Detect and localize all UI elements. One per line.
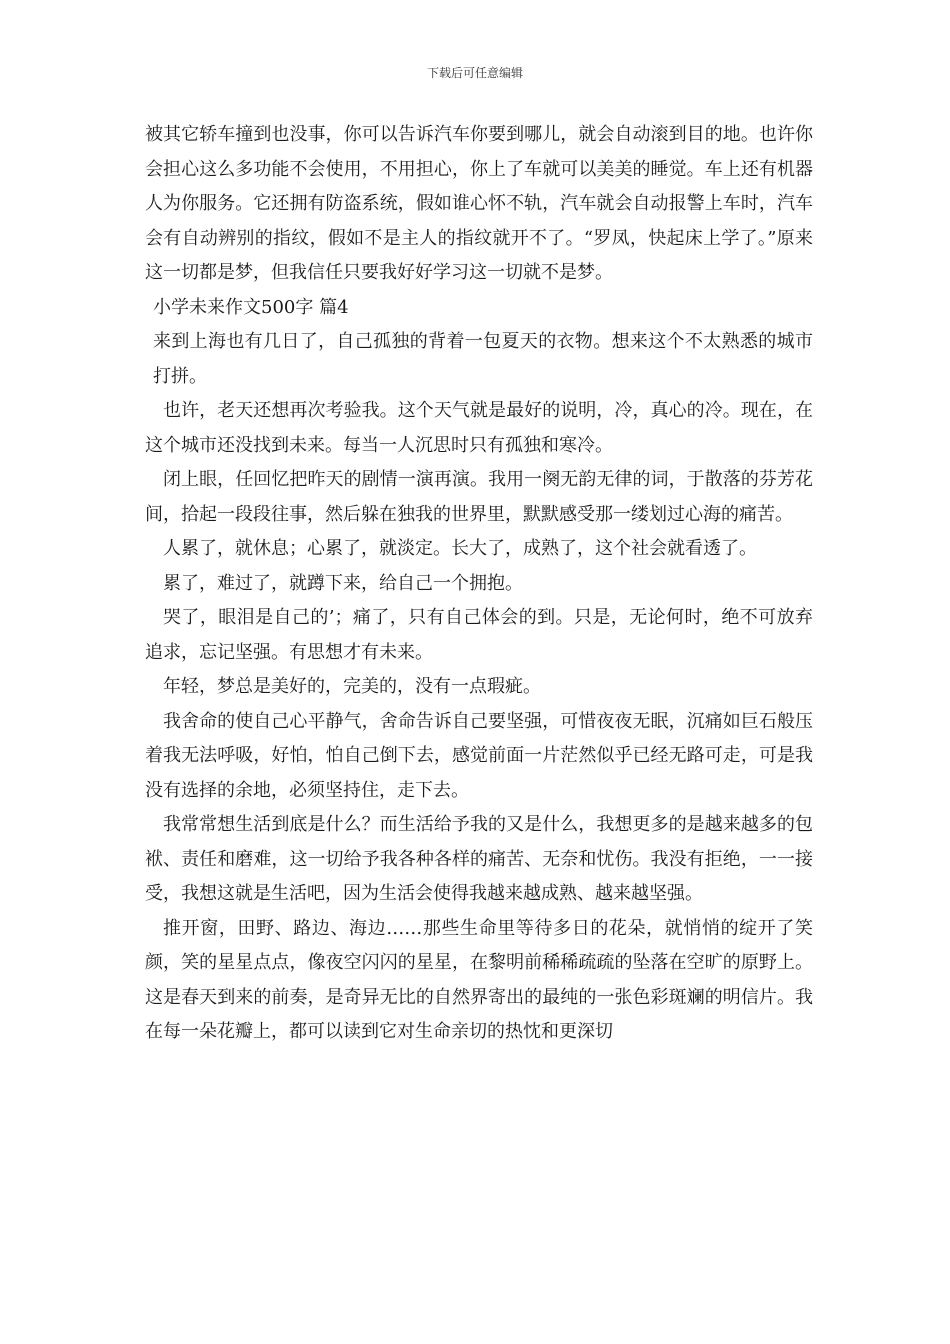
paragraph-3: 也许，老天还想再次考验我。这个天气就是最好的说明，冷，真心的冷。现在，在这个城市还没找到未来。每当一人沉思时只有孤独和寒冷。 [145, 400, 813, 456]
paragraph-2: 来到上海也有几日了，自己孤独的背着一包夏天的衣物。想来这个不太熟悉的城市打拼。 [153, 331, 813, 387]
paragraph-1: 被其它轿车撞到也没事，你可以告诉汽车你要到哪儿，就会自动滚到目的地。也许你会担心这么多功能不会使用，不用担心，你上了车就可以美美的睡觉。车上还有机器人为你服务。它还拥有防盗系统，假如谁心怀不轨，汽车就会自动报警上车时，汽车会有自动辨别的指纹，假如不是主人的指纹就开不了。“罗凤，快起床上学了。”原来这一切都是梦，但我信任只要我好好学习这一切就不是梦。 [145, 124, 813, 283]
paragraph-11: 推开窗，田野、路边、海边……那些生命里等待多日的花朵，就悄悄的绽开了笑颜，笑的星星点点，像夜空闪闪的星星，在黎明前稀稀疏疏的坠落在空旷的原野上。这是春天到来的前奏，是奇异无比的自然界寄出的最纯的一张色彩斑斓的明信片。我在每一朵花瓣上，都可以读到它对生命亲切的热忱和更深切 [145, 917, 813, 1042]
document-body [145, 118, 813, 1050]
paragraph-5: 人累了，就休息；心累了，就淡定。长大了，成熟了，这个社会就看透了。 [163, 538, 757, 559]
paragraph-6: 累了，难过了，就蹲下来，给自己一个拥抱。 [163, 572, 523, 594]
paragraph-7: 哭了，眼泪是自己的’；痛了，只有自己体会的到。只是，无论何时，绝不可放弃追求，忘记坚强。有思想才有未来。 [145, 607, 813, 663]
paragraph-8: 年轻，梦总是美好的，完美的，没有一点瑕疵。 [163, 676, 541, 697]
page-header: 下载后可任意编辑 [426, 66, 523, 80]
paragraph-10: 我常常想生活到底是什么？而生活给予我的又是什么，我想更多的是越来越多的包袱、责任和磨难，这一切给予我各种各样的痛苦、无奈和忧伤。我没有拒绝，一一接受，我想这就是生活吧，因为生活会使得我越来越成熟、越来越坚强。 [145, 814, 813, 904]
paragraph-9: 我舍命的使自己心平静气，舍命告诉自己要坚强，可惜夜夜无眠，沉痛如巨石般压着我无法呼吸，好怕，怕自己倒下去，感觉前面一片茫然似乎已经无路可走，可是我没有选择的余地，必须坚持住，走下去。 [145, 710, 813, 801]
paragraph-4: 闭上眼，任回忆把昨天的剧情一演再演。我用一阕无韵无律的词，于散落的芬芳花间，拾起一段段往事，然后躲在独我的世界里，默默感受那一缕划过心海的痛苦。 [145, 469, 813, 525]
section-heading: 小学未来作文500字 篇4 [153, 296, 349, 318]
